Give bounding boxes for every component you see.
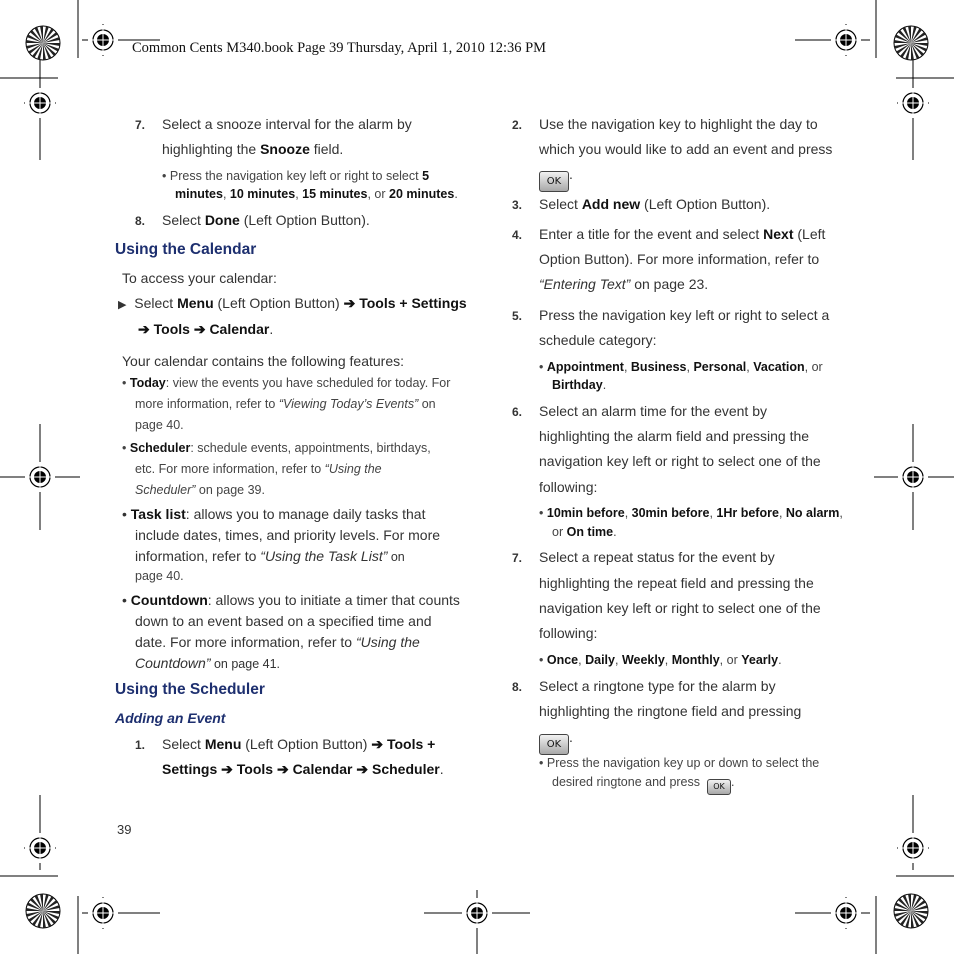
step-number: 3. bbox=[512, 198, 523, 212]
sub-bullet-cont: Birthday. bbox=[552, 378, 607, 392]
step-text: OK . bbox=[539, 729, 573, 755]
page-header: Common Cents M340.book Page 39 Thursday, April 1, 2010 12:36 PM bbox=[132, 40, 547, 56]
step-number: 7. bbox=[135, 118, 146, 132]
step-text: Select an alarm time for the event by bbox=[539, 403, 767, 419]
sub-bullet: • Once, Daily, Weekly, Monthly, or Yearly. bbox=[539, 653, 782, 667]
step-number: 6. bbox=[512, 405, 523, 419]
sub-bullet: • Press the navigation key up or down to select the bbox=[539, 756, 820, 770]
intro-text: Your calendar contains the following features: bbox=[122, 353, 404, 369]
feature-countdown: date. For more information, refer to “Using the bbox=[135, 634, 420, 650]
arrow-icon: ➔ bbox=[221, 761, 233, 777]
step-text: Select Menu (Left Option Button) ➔ Tools + bbox=[162, 736, 436, 752]
sub-bullet: • 10min before, 30min before, 1Hr before, No alarm, bbox=[539, 506, 843, 520]
step-text: Select Add new (Left Option Button). bbox=[539, 196, 771, 212]
feature-scheduler: Scheduler” on page 39. bbox=[135, 483, 265, 497]
step-text: “Entering Text” on page 23. bbox=[539, 276, 709, 292]
heading-adding-event: Adding an Event bbox=[115, 710, 226, 726]
sub-bullet-cont: or On time. bbox=[552, 525, 617, 539]
step-number: 1. bbox=[135, 738, 146, 752]
feature-tasklist: information, refer to “Using the Task List” on bbox=[135, 548, 405, 564]
feature-tasklist: • Task list: allows you to manage daily tasks that bbox=[122, 506, 426, 522]
sub-bullet: • Appointment, Business, Personal, Vacation, or bbox=[539, 360, 823, 374]
ok-key-icon: OK bbox=[707, 779, 731, 795]
registration-target-icon bbox=[830, 24, 862, 56]
step-text: highlighting the repeat field and pressing the bbox=[539, 575, 814, 591]
arrow-icon: ➔ bbox=[371, 736, 384, 752]
feature-countdown: Countdown” on page 41. bbox=[135, 655, 281, 671]
sub-bullet-cont: desired ringtone and press OK . bbox=[552, 775, 734, 795]
ok-key-icon: OK bbox=[539, 734, 569, 755]
step-text: OK . bbox=[539, 166, 573, 192]
arrow-icon: ➔ bbox=[343, 295, 356, 311]
sub-bullet-cont: minutes, 10 minutes, 15 minutes, or 20 minutes. bbox=[175, 187, 458, 201]
sub-bullet: • Press the navigation key left or right to select 5 bbox=[162, 169, 430, 183]
registration-target-icon bbox=[897, 832, 929, 864]
star-wheel-icon bbox=[894, 894, 928, 928]
step-text: Enter a title for the event and select Next (Left bbox=[539, 226, 826, 242]
arrow-icon: ➔ bbox=[356, 761, 369, 777]
step-text: Settings ➔ Tools ➔ Calendar ➔ Scheduler. bbox=[162, 761, 444, 777]
feature-scheduler: • Scheduler: schedule events, appointments, birthdays, bbox=[122, 441, 431, 455]
registration-target-icon bbox=[897, 461, 929, 493]
step-text: Select Done (Left Option Button). bbox=[162, 212, 370, 228]
step-number: 8. bbox=[135, 214, 146, 228]
feature-scheduler: etc. For more information, refer to “Using the bbox=[135, 462, 382, 476]
step-text: Option Button). For more information, refer to bbox=[539, 251, 820, 267]
step-text: schedule category: bbox=[539, 332, 657, 348]
intro-text: To access your calendar: bbox=[122, 270, 277, 286]
step-text: Select a ringtone type for the alarm by bbox=[539, 678, 776, 694]
step-number: 8. bbox=[512, 680, 523, 694]
step-number: 4. bbox=[512, 228, 523, 242]
feature-countdown: down to an event based on a specified time and bbox=[135, 613, 432, 629]
star-wheel-icon bbox=[26, 26, 60, 60]
registration-target-icon bbox=[897, 87, 929, 119]
step-text: highlighting the Snooze field. bbox=[162, 141, 344, 157]
feature-tasklist: include dates, times, and priority levels. For more bbox=[135, 527, 441, 543]
arrow-icon: ➔ bbox=[193, 321, 206, 337]
feature-today: page 40. bbox=[135, 418, 184, 432]
instruction-line: ▶ Select Menu (Left Option Button) ➔ Tools + Settings bbox=[118, 295, 467, 311]
star-wheel-icon bbox=[894, 26, 928, 60]
step-text: navigation key left or right to select one of the bbox=[539, 453, 821, 469]
step-text: Use the navigation key to highlight the day to bbox=[539, 116, 818, 132]
ok-key-icon: OK bbox=[539, 171, 569, 192]
registration-target-icon bbox=[87, 24, 119, 56]
step-text: Select a repeat status for the event by bbox=[539, 549, 775, 565]
registration-target-icon bbox=[87, 897, 119, 929]
step-number: 7. bbox=[512, 551, 523, 565]
step-number: 5. bbox=[512, 309, 523, 323]
step-text: Press the navigation key left or right to select a bbox=[539, 307, 830, 323]
star-wheel-icon bbox=[26, 894, 60, 928]
arrow-icon: ➔ bbox=[138, 321, 150, 337]
heading-using-scheduler: Using the Scheduler bbox=[115, 681, 265, 698]
page-number: 39 bbox=[117, 822, 132, 837]
feature-today: • Today: view the events you have scheduled for today. For bbox=[122, 376, 451, 390]
feature-tasklist: page 40. bbox=[135, 569, 184, 583]
registration-target-icon bbox=[24, 461, 56, 493]
step-text: highlighting the ringtone field and pressing bbox=[539, 703, 802, 719]
step-text: Select a snooze interval for the alarm by bbox=[162, 116, 412, 132]
step-text: which you would like to add an event and press bbox=[539, 141, 833, 157]
feature-countdown: • Countdown: allows you to initiate a timer that counts bbox=[122, 592, 460, 608]
registration-target-icon bbox=[24, 87, 56, 119]
step-text: following: bbox=[539, 479, 598, 495]
step-text: highlighting the alarm field and pressing the bbox=[539, 428, 810, 444]
step-number: 2. bbox=[512, 118, 523, 132]
instruction-line: ➔ Tools ➔ Calendar. bbox=[138, 321, 274, 337]
step-text: following: bbox=[539, 625, 598, 641]
registration-target-icon bbox=[24, 832, 56, 864]
heading-using-calendar: Using the Calendar bbox=[115, 241, 257, 258]
triangle-icon: ▶ bbox=[118, 299, 127, 311]
registration-target-icon bbox=[830, 897, 862, 929]
feature-today: more information, refer to “Viewing Today’s Events” on bbox=[135, 397, 436, 411]
arrow-icon: ➔ bbox=[276, 761, 289, 777]
step-text: navigation key left or right to select one of the bbox=[539, 600, 821, 616]
registration-target-icon bbox=[461, 897, 493, 929]
